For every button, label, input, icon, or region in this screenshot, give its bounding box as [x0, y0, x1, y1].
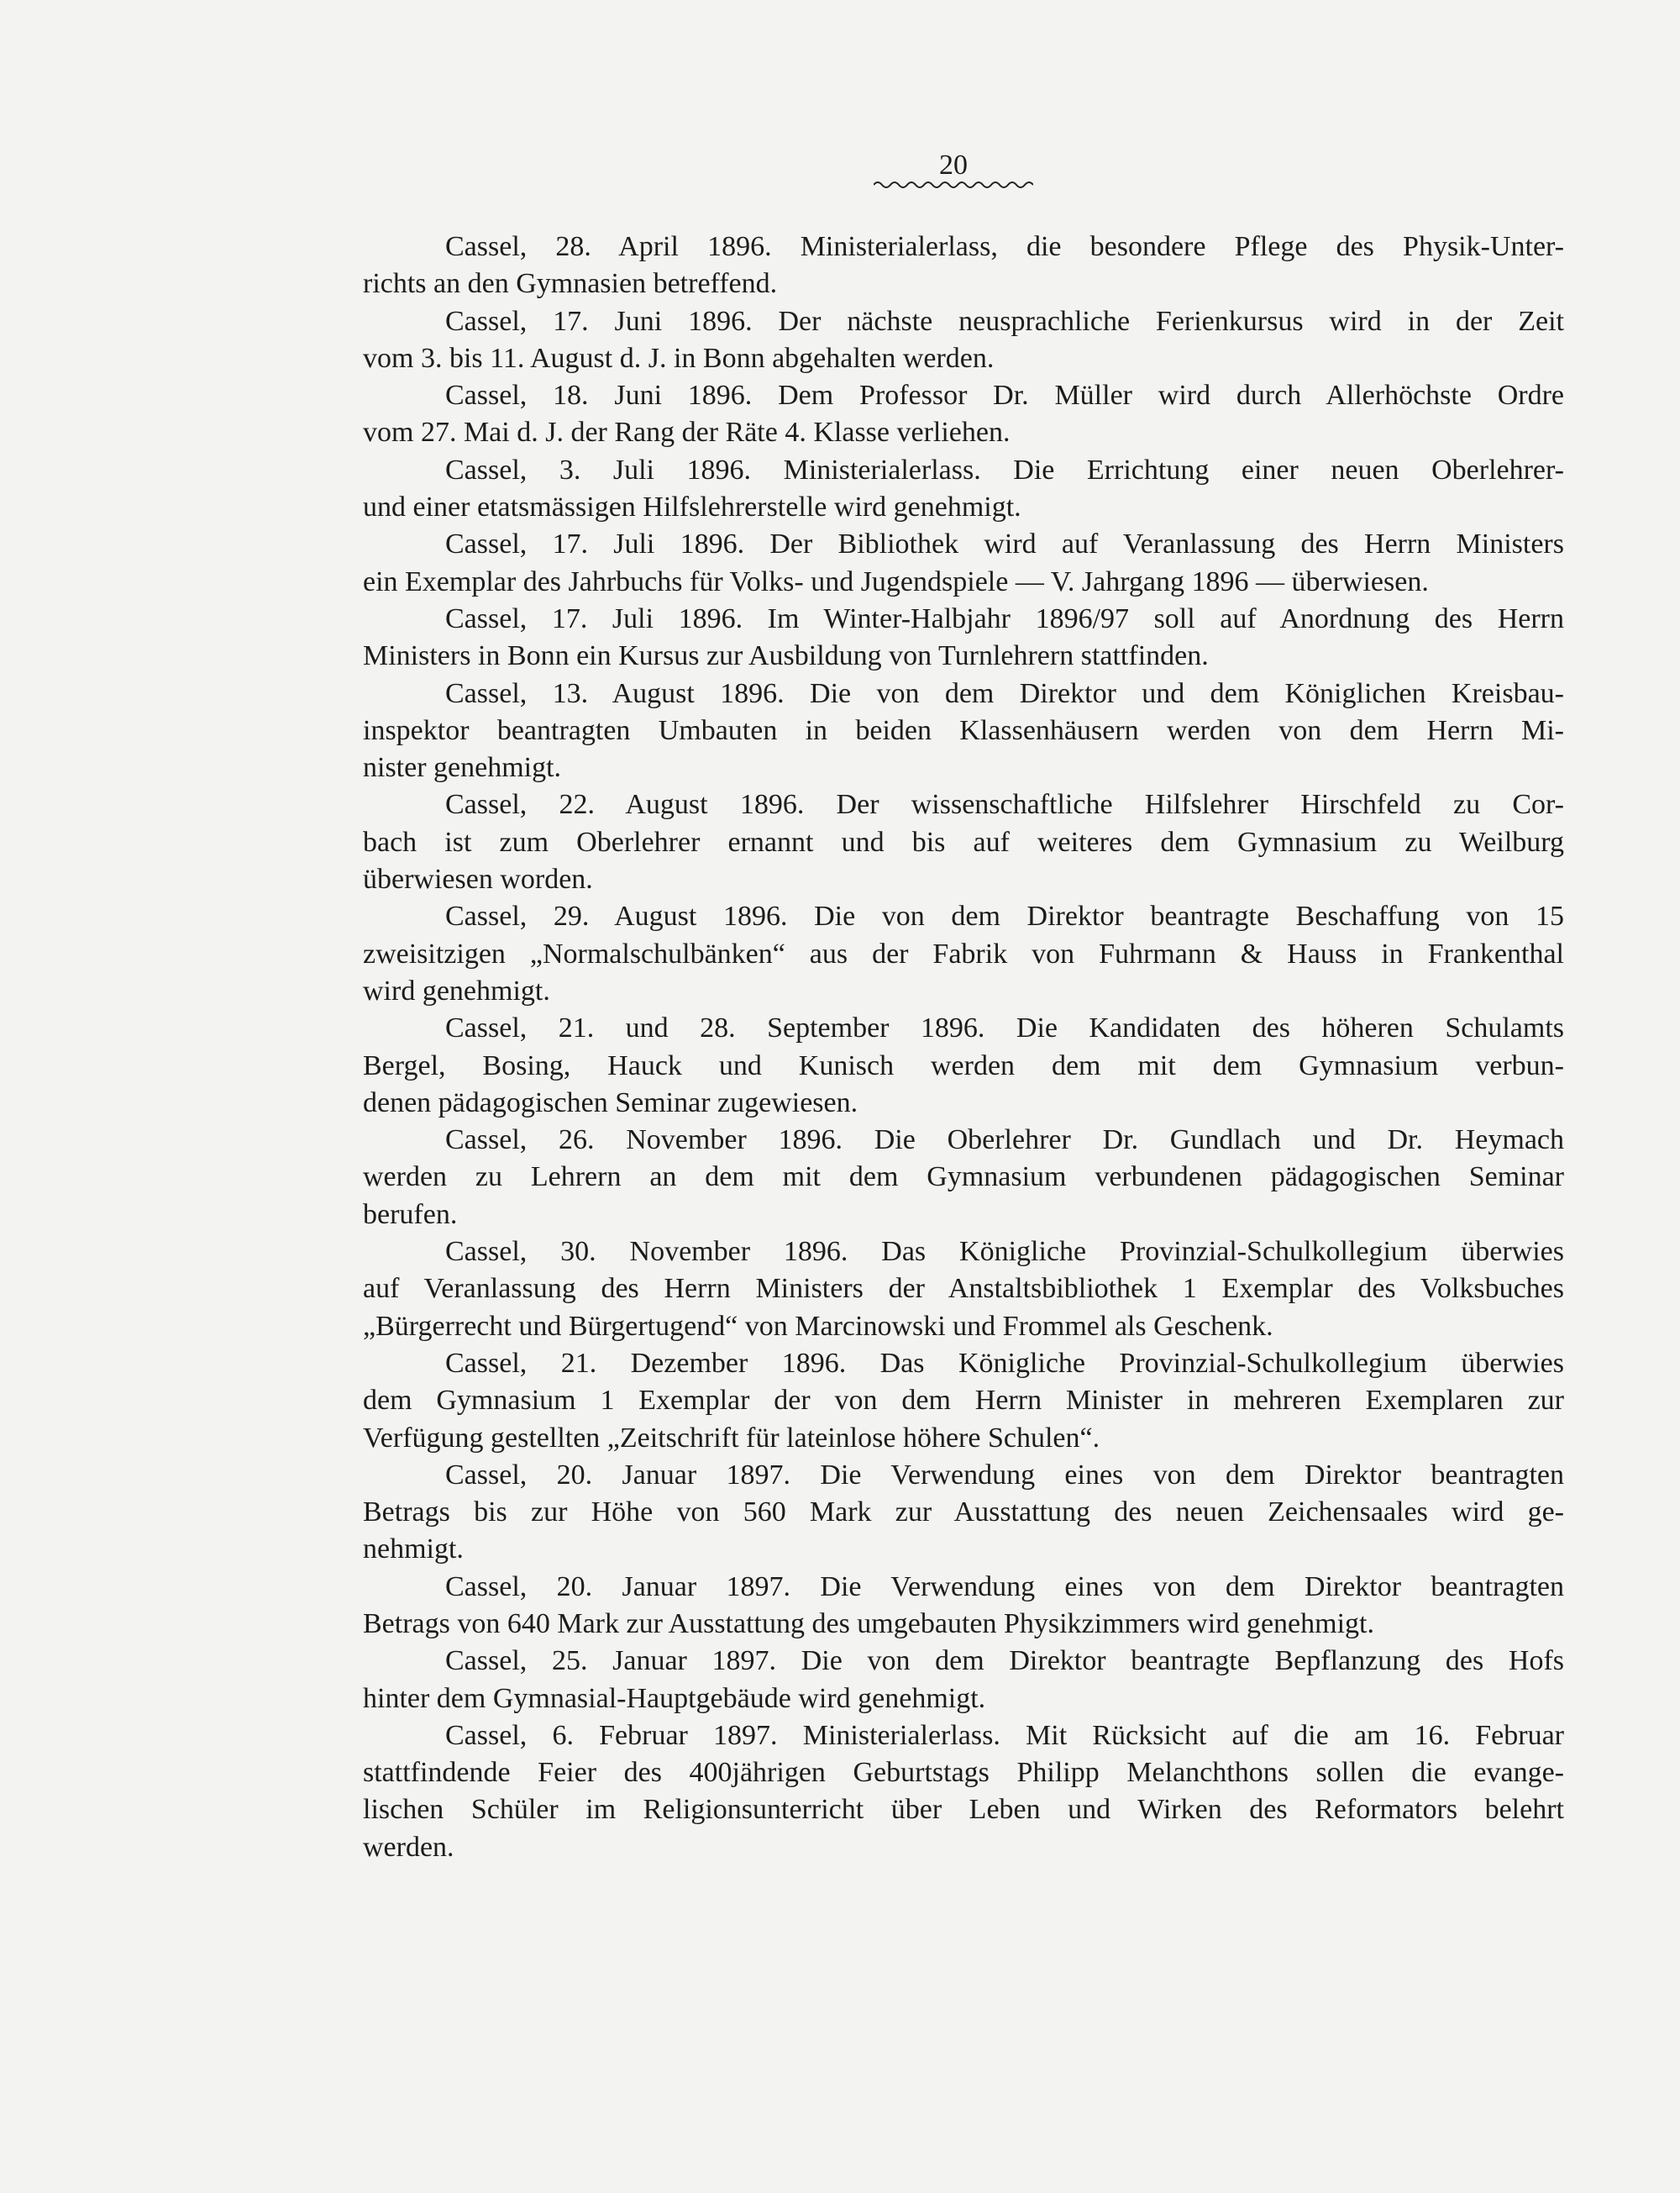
text-line: Cassel, 21. und 28. September 1896. Die Kandidaten des höheren Schulamts: [445, 1012, 1564, 1044]
text-line: ein Exemplar des Jahrbuchs für Volks- und Jugendspiele — V. Jahrgang 1896 — überwiesen.: [363, 565, 1429, 597]
text-line: Cassel, 17. Juli 1896. Der Bibliothek wird auf Veranlassung des Herrn Ministers: [445, 529, 1564, 560]
paragraph: [363, 303, 1564, 378]
text-line: Cassel, 20. Januar 1897. Die Verwendung eines von dem Direktor beantragten: [445, 1570, 1564, 1602]
text-line: „Bürgerrecht und Bürgertugend“ von Marcinowski und Frommel als Geschenk.: [363, 1310, 1273, 1342]
text-line: nehmigt.: [363, 1533, 464, 1565]
text-line: und einer etatsmässigen Hilfslehrerstelle wird genehmigt.: [363, 492, 1021, 523]
paragraph: [363, 601, 1564, 676]
document-body: [363, 229, 1564, 1866]
text-line: inspektor beantragten Umbauten in beiden Klassenhäusern werden von dem Herrn Mi-: [363, 714, 1564, 746]
text-line: Betrags von 640 Mark zur Ausstattung des umgebauten Physikzimmers wird genehmigt.: [363, 1607, 1374, 1639]
text-line: Cassel, 26. November 1896. Die Oberlehrer Dr. Gundlach und Dr. Heymach: [445, 1124, 1564, 1156]
decorative-wavy-rule: [874, 180, 1033, 190]
paragraph: [363, 526, 1564, 601]
text-line: werden.: [363, 1831, 454, 1863]
paragraph: [363, 1643, 1564, 1717]
text-line: Cassel, 25. Januar 1897. Die von dem Direktor beantragte Bepflanzung des Hofs: [445, 1645, 1564, 1677]
text-line: vom 3. bis 11. August d. J. in Bonn abgehalten werden.: [363, 342, 995, 374]
text-line: vom 27. Mai d. J. der Rang der Räte 4. Klasse verliehen.: [363, 417, 1011, 449]
text-line: Cassel, 17. Juni 1896. Der nächste neusprachliche Ferienkursus wird in der Zeit: [445, 305, 1564, 337]
paragraph: [363, 452, 1564, 527]
paragraph: [363, 676, 1564, 787]
text-line: Cassel, 6. Februar 1897. Ministerialerlass. Mit Rücksicht auf die am 16. Februar: [445, 1719, 1564, 1751]
text-line: bach ist zum Oberlehrer ernannt und bis auf weiteres dem Gymnasium zu Weilburg: [363, 826, 1564, 858]
text-line: dem Gymnasium 1 Exemplar der von dem Herrn Minister in mehreren Exemplaren zur: [363, 1385, 1564, 1417]
text-line: Cassel, 22. August 1896. Der wissenschaftliche Hilfslehrer Hirschfeld zu Cor-: [445, 789, 1564, 821]
text-line: Ministers in Bonn ein Kursus zur Ausbildung von Turnlehrern stattfinden.: [363, 640, 1209, 672]
text-line: Cassel, 30. November 1896. Das Königliche Provinzial-Schulkollegium überwies: [445, 1236, 1564, 1268]
text-line: berufen.: [363, 1198, 458, 1230]
text-line: Betrags bis zur Höhe von 560 Mark zur Ausstattung des neuen Zeichensaales wird ge-: [363, 1496, 1564, 1528]
paragraph: [363, 1569, 1564, 1643]
paragraph: [363, 1122, 1564, 1233]
text-line: Verfügung gestellten „Zeitschrift für lateinlose höhere Schulen“.: [363, 1422, 1100, 1454]
text-line: stattfindende Feier des 400jährigen Geburtstags Philipp Melanchthons sollen die evange-: [363, 1757, 1564, 1789]
text-line: denen pädagogischen Seminar zugewiesen.: [363, 1086, 858, 1118]
paragraph: [363, 898, 1564, 1010]
paragraph: [363, 1010, 1564, 1122]
page-number: 20: [939, 150, 968, 181]
text-line: hinter dem Gymnasial-Hauptgebäude wird genehmigt.: [363, 1682, 986, 1714]
paragraph: [363, 1717, 1564, 1866]
text-line: Cassel, 17. Juli 1896. Im Winter-Halbjahr 1896/97 soll auf Anordnung des Herrn: [445, 602, 1564, 634]
text-line: Cassel, 18. Juni 1896. Dem Professor Dr. Müller wird durch Allerhöchste Ordre: [445, 380, 1564, 412]
text-line: werden zu Lehrern an dem mit dem Gymnasium verbundenen pädagogischen Seminar: [363, 1161, 1564, 1193]
paragraph: [363, 1345, 1564, 1457]
paragraph: [363, 229, 1564, 303]
text-line: Cassel, 20. Januar 1897. Die Verwendung eines von dem Direktor beantragten: [445, 1459, 1564, 1491]
text-line: lischen Schüler im Religionsunterricht über Leben und Wirken des Reformators belehrt: [363, 1794, 1564, 1826]
text-line: Cassel, 13. August 1896. Die von dem Direktor und dem Königlichen Kreisbau-: [445, 677, 1564, 709]
text-line: nister genehmigt.: [363, 752, 562, 784]
text-line: Cassel, 21. Dezember 1896. Das Königliche Provinzial-Schulkollegium überwies: [445, 1347, 1564, 1379]
text-line: auf Veranlassung des Herrn Ministers der Anstaltsbibliothek 1 Exemplar des Volksbuches: [363, 1273, 1564, 1305]
paragraph: [363, 786, 1564, 898]
text-line: überwiesen worden.: [363, 864, 593, 896]
paragraph: [363, 377, 1564, 452]
text-line: Bergel, Bosing, Hauck und Kunisch werden dem mit dem Gymnasium verbun-: [363, 1049, 1564, 1081]
text-line: Cassel, 29. August 1896. Die von dem Direktor beantragte Beschaffung von 15: [445, 901, 1564, 933]
paragraph: [363, 1457, 1564, 1569]
text-line: Cassel, 28. April 1896. Ministerialerlass, die besondere Pflege des Physik-Unter-: [445, 231, 1564, 262]
text-line: richts an den Gymnasien betreffend.: [363, 268, 778, 300]
text-line: Cassel, 3. Juli 1896. Ministerialerlass. Die Errichtung einer neuen Oberlehrer-: [445, 454, 1564, 486]
text-line: wird genehmigt.: [363, 975, 550, 1007]
paragraph: [363, 1233, 1564, 1345]
text-line: zweisitzigen „Normalschulbänken“ aus der Fabrik von Fuhrmann & Hauss in Frankenthal: [363, 938, 1564, 970]
